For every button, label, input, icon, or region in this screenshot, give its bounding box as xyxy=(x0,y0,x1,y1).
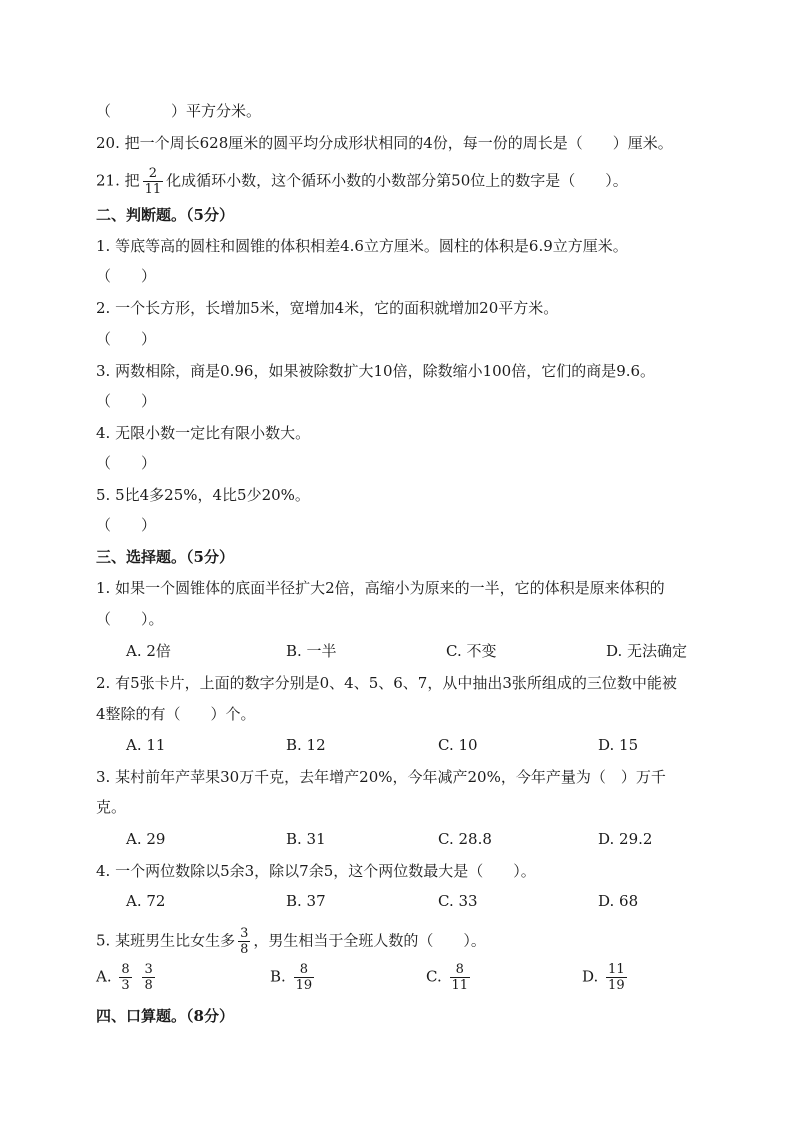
choice-q5-line1 xyxy=(96,926,486,957)
choice-q2-option-b: B. 12 xyxy=(286,736,326,754)
fraction-numerator: 8 xyxy=(121,962,130,977)
option-label: B. xyxy=(270,967,286,986)
judge-q2: 2. 一个长方形，长增加5米，宽增加4米，它的面积就增加20平方米。 xyxy=(96,299,559,317)
q21-before: 21. 把 xyxy=(96,171,140,190)
fraction-numerator: 3 xyxy=(240,926,249,941)
option-d-fraction xyxy=(606,962,627,993)
choice-q4-option-c: C. 33 xyxy=(438,892,478,910)
judge-q5-paren: （ ） xyxy=(96,516,157,534)
fraction-denominator: 19 xyxy=(295,978,313,993)
fraction-denominator: 8 xyxy=(144,978,153,993)
q21-fraction xyxy=(143,166,164,197)
fraction-denominator: 3 xyxy=(121,978,130,993)
choice-q2-line2: 4整除的有（ ）个。 xyxy=(96,705,256,723)
choice-q2-option-c: C. 10 xyxy=(438,736,478,754)
fraction-numerator: 2 xyxy=(148,166,158,181)
option-label: A. xyxy=(96,967,112,986)
judge-q4: 4. 无限小数一定比有限小数大。 xyxy=(96,424,311,442)
choice-q1-line1: 1. 如果一个圆锥体的底面半径扩大2倍，高缩小为原来的一半，它的体积是原来体积的 xyxy=(96,579,665,597)
choice-q3-option-b: B. 31 xyxy=(286,830,326,848)
fraction-numerator: 11 xyxy=(608,962,625,977)
q19-tail: （ ）平方分米。 xyxy=(96,102,262,120)
judge-q5: 5. 5比4多25%，4比5少20%。 xyxy=(96,486,310,504)
choice-q1-line2: （ ）。 xyxy=(96,610,164,628)
fraction-numerator: 8 xyxy=(455,962,464,977)
fraction-denominator: 8 xyxy=(240,942,249,957)
q21-text xyxy=(96,166,628,197)
judge-q2-paren: （ ） xyxy=(96,330,157,348)
option-b-fraction xyxy=(294,962,315,993)
choice-q5-option-a xyxy=(96,962,158,993)
judge-heading: 二、判断题。（5分） xyxy=(96,206,234,224)
fraction-denominator: 11 xyxy=(144,182,162,197)
judge-q3-paren: （ ） xyxy=(96,392,157,410)
judge-q1: 1. 等底等高的圆柱和圆锥的体积相差4.6立方厘米。圆柱的体积是6.9立方厘米。 xyxy=(96,237,628,255)
choice-q5-option-c xyxy=(426,962,473,993)
choice-heading: 三、选择题。（5分） xyxy=(96,548,234,566)
choice-q3-option-c: C. 28.8 xyxy=(438,830,492,848)
judge-q4-paren: （ ） xyxy=(96,454,157,472)
choice-q1-option-a: A. 2倍 xyxy=(126,642,171,660)
choice-q5-after: ，男生相当于全班人数的（ ）。 xyxy=(253,931,486,950)
fraction-numerator: 8 xyxy=(299,962,308,977)
fraction-denominator: 11 xyxy=(451,978,469,993)
choice-q4-option-d: D. 68 xyxy=(598,892,639,910)
choice-q3-option-a: A. 29 xyxy=(126,830,166,848)
choice-q5-fraction xyxy=(238,926,250,957)
mental-heading: 四、口算题。（8分） xyxy=(96,1007,234,1025)
option-label: D. xyxy=(582,967,599,986)
q21-after: 化成循环小数，这个循环小数的小数部分第50位上的数字是（ ）。 xyxy=(166,171,628,190)
option-c-fraction xyxy=(450,962,471,993)
choice-q3-line1: 3. 某村前年产苹果30万千克，去年增产20%，今年减产20%，今年产量为（ ）万千 xyxy=(96,768,666,786)
choice-q4-option-b: B. 37 xyxy=(286,892,326,910)
choice-q3-line2: 克。 xyxy=(96,798,127,816)
choice-q5-option-b xyxy=(270,962,317,993)
choice-q4-line1: 4. 一个两位数除以5余3，除以7余5，这个两位数最大是（ ）。 xyxy=(96,862,536,880)
choice-q2-line1: 2. 有5张卡片，上面的数字分别是0、4、5、6、7，从中抽出3张所组成的三位数中能被 xyxy=(96,674,677,692)
q20-text: 20. 把一个周长628厘米的圆平均分成形状相同的4份，每一份的周长是（ ）厘米。 xyxy=(96,134,673,152)
judge-q1-paren: （ ） xyxy=(96,267,157,285)
choice-q2-option-a: A. 11 xyxy=(126,736,166,754)
option-a-fraction-2 xyxy=(142,962,154,993)
option-a-fraction-1 xyxy=(119,962,131,993)
option-label: C. xyxy=(426,967,442,986)
choice-q2-option-d: D. 15 xyxy=(598,736,639,754)
fraction-numerator: 3 xyxy=(144,962,153,977)
choice-q5-before: 5. 某班男生比女生多 xyxy=(96,931,236,950)
judge-q3: 3. 两数相除，商是0.96，如果被除数扩大10倍，除数缩小100倍，它们的商是9.6。 xyxy=(96,362,656,380)
choice-q4-option-a: A. 72 xyxy=(126,892,166,910)
choice-q3-option-d: D. 29.2 xyxy=(598,830,653,848)
fraction-denominator: 19 xyxy=(608,978,625,993)
choice-q1-option-d: D. 无法确定 xyxy=(606,642,688,660)
choice-q5-option-d xyxy=(582,962,630,993)
choice-q1-option-b: B. 一半 xyxy=(286,642,337,660)
choice-q1-option-c: C. 不变 xyxy=(446,642,497,660)
